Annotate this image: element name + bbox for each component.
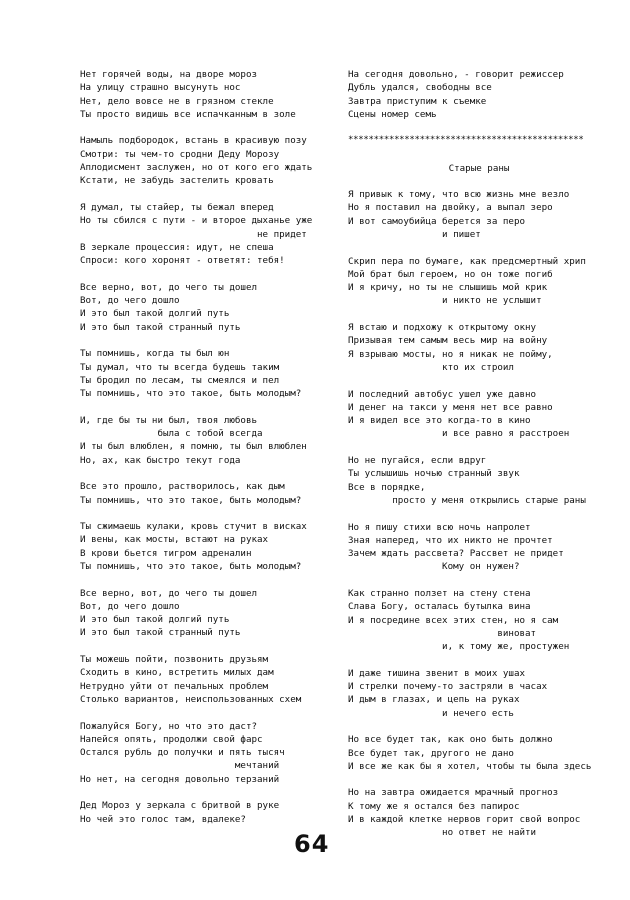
poem-line: Ты бродил по лесам, ты смеялся и пел [80,374,280,386]
asterisk-divider: ********************************************** [348,135,584,146]
poem-line: Ты помнишь, что это такое, быть молодым? [80,560,302,572]
poem-line: И я видел все это когда-то в кино [348,415,531,427]
poem-line: И это был такой долгий путь [80,308,230,320]
poem-line: И это был такой странный путь [80,321,241,333]
stanza [80,68,328,121]
poem-line: Все верно, вот, до чего ты дошел [80,281,258,293]
poem-line: не придет [80,228,307,240]
poem-line: Но чей это голос там, вдалеке? [80,813,246,825]
poem-line: Ты можешь пойти, позвонить друзьям [80,654,269,666]
poem-line: Завтра приступим к съемке [348,95,487,107]
poem-line: Я взрываю мосты, но я никак не пойму, [348,348,553,360]
stanza [348,255,610,308]
stanza [80,720,328,786]
poem-line: Но я поставил на двойку, а выпал зеро [348,202,553,214]
poem-line: но ответ не найти [348,827,537,839]
poem-line: Слава Богу, осталась бутылка вина [348,601,531,613]
poem-line: Все в порядке, [348,481,426,493]
poem-line: Ты просто видишь все испачканным в золе [80,108,296,120]
poem-line: И это был такой странный путь [80,627,241,639]
poem-line: мечтаний [80,760,280,772]
poem-line: И это был такой долгий путь [80,614,230,626]
poem-line: В крови бьется тигром адреналин [80,547,252,559]
stanza [80,134,328,187]
poem-line: Но на завтра ожидается мрачный прогноз [348,787,559,799]
poem-line: И вот самоубийца берется за перо [348,215,526,227]
poem-line: Но я пишу стихи всю ночь напролет [348,521,531,533]
poem-line: Я встаю и подхожу к открытому окну [348,322,537,334]
poem-line: Но, ах, как быстро текут года [80,454,241,466]
poem-line: и все равно я расстроен [348,428,570,440]
stanza [80,480,328,507]
poem-line: и пишет [348,228,481,240]
stanza [348,521,610,574]
poem-line: Все это прошло, растворилось, как дым [80,481,285,493]
poem-line: просто у меня открылись старые раны [348,494,586,506]
poem-line: Напейся опять, продолжи свой фарс [80,733,263,745]
poem-line: Намыль подбородок, встань в красивую позу [80,135,307,147]
poem-line: И вены, как мосты, встают на руках [80,534,269,546]
poem-line: Аплодисмент заслужен, но от кого его ждать [80,162,313,174]
intro-stanza [348,68,610,121]
stanza [80,799,328,826]
poem-line: Дубль удался, свободны все [348,82,492,94]
poem-line: И ты был влюблен, я помню, ты был влюблен [80,441,307,453]
poem-line: Вот, до чего дошло [80,600,180,612]
stanza [348,321,610,374]
poem-body [348,188,610,840]
poem-line: Нетрудно уйти от печальных проблем [80,680,269,692]
poem-line: Сходить в кино, встретить милых дам [80,667,274,679]
poem-line: Ты помнишь, что это такое, быть молодым? [80,494,302,506]
stanza [348,786,610,839]
poem-line: И в каждой клетке нервов горит свой вопрос [348,814,581,826]
poem-line: Мой брат был героем, но он тоже погиб [348,268,553,280]
poem-line: На улицу страшно высунуть нос [80,82,241,94]
poem-line: В зеркале процессия: идут, не спеша [80,241,274,253]
poem-line: Ты помнишь, что это такое, быть молодым? [80,388,302,400]
stanza [348,587,610,653]
poem-line: Столько вариантов, неиспользованных схем [80,693,302,705]
stanza [80,414,328,467]
poem-line: Смотри: ты чем-то сродни Деду Морозу [80,148,280,160]
poem-line: была с тобой всегда [80,428,263,440]
poem-line: Зачем ждать рассвета? Рассвет не придет [348,548,564,560]
stanza [80,281,328,334]
poem-line: Вот, до чего дошло [80,295,180,307]
poem-line: Нет, дело вовсе не в грязном стекле [80,95,274,107]
poem-line: Пожалуйся Богу, но что это даст? [80,720,258,732]
stanza [348,667,610,720]
poem-line: Нет горячей воды, на дворе мороз [80,69,258,80]
poem-line: Как странно ползет на стену стена [348,587,531,599]
poem-line: И последний автобус ушел уже давно [348,388,537,400]
stanza [348,733,610,773]
poem-line: И даже тишина звенит в моих ушах [348,667,526,679]
poem-line: и никто не услышит [348,295,542,307]
stanza [80,587,328,640]
right-column [348,68,610,853]
poem-line: И денег на такси у меня нет все равно [348,401,553,413]
poem-line: Но ты сбился с пути - и второе дыханье уже [80,215,313,227]
stanza [348,388,610,441]
poem-line: Призывая тем самым весь мир на войну [348,335,548,347]
poem-line: и нечего есть [348,707,514,719]
poem-line: Ты помнишь, когда ты был юн [80,348,230,360]
poem-line: Кому он нужен? [348,561,520,573]
poem-line: Я привык к тому, что всю жизнь мне везло [348,189,570,201]
poem-line: Я думал, ты стайер, ты бежал вперед [80,201,274,213]
poem-line: И все же как бы я хотел, чтобы ты была здесь [348,760,592,772]
stanza [348,188,610,241]
poem-line: Остался рубль до получки и пять тысяч [80,747,285,759]
stanza [80,201,328,267]
poem-line: И дым в глазах, и цепь на руках [348,694,520,706]
poem-line: И я кричу, но ты не слышишь мой крик [348,282,548,294]
poem-line: Но все будет так, как оно быть должно [348,734,553,746]
poem-line: К тому же я остался без папирос [348,800,520,812]
poem-line: Все верно, вот, до чего ты дошел [80,587,258,599]
poem-line: виноват [348,627,537,639]
poem-line: и, к тому же, простужен [348,641,570,653]
poem-line: И стрелки почему-то застряли в часах [348,681,548,693]
poem-line: кто их строил [348,361,514,373]
page-number: 64 [294,830,330,858]
poem-line: На сегодня довольно, - говорит режиссер [348,69,564,80]
stanza [80,347,328,400]
poem-title: Старые раны [448,162,510,174]
stanza [348,454,610,507]
poem-line: И я посредине всех этих стен, но я сам [348,614,559,626]
poem-line: Ты сжимаешь кулаки, кровь стучит в висках [80,521,307,533]
poem-line: Ты услышишь ночью странный звук [348,468,520,480]
poem-line: Сцены номер семь [348,108,437,120]
poem-line: Но не пугайся, если вдруг [348,455,487,467]
poem-line: Спроси: кого хоронят - ответят: тебя! [80,255,285,267]
poem-line: Дед Мороз у зеркала с бритвой в руке [80,800,280,812]
poem-line: Скрип пера по бумаге, как предсмертный хрип [348,255,586,267]
poem-line: Кстати, не забудь застелить кровать [80,175,274,187]
poem-line: И, где бы ты ни был, твоя любовь [80,414,258,426]
stanza [80,520,328,573]
poem-line: Все будет так, другого не дано [348,747,514,759]
stanza [80,653,328,706]
poem-line: Ты думал, что ты всегда будешь таким [80,361,280,373]
poem-line: Зная наперед, что их никто не прочтет [348,534,553,546]
poem-line: Но нет, на сегодня довольно терзаний [80,773,280,785]
left-column [80,68,328,839]
